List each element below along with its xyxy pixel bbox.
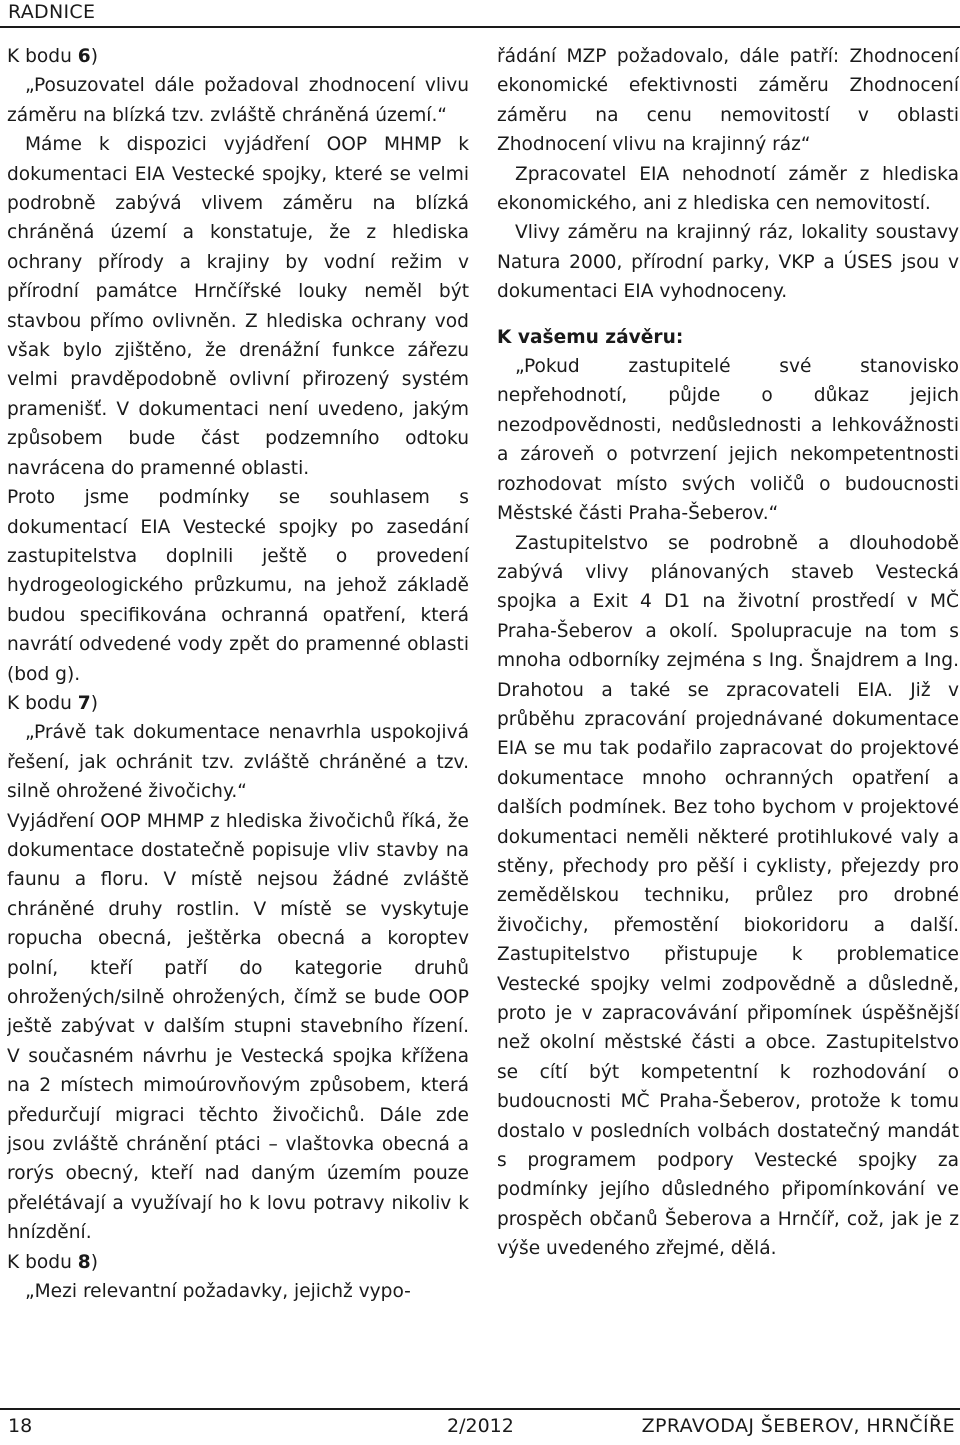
- point-8-heading: K bodu 8): [7, 1251, 98, 1273]
- page-number: 18: [8, 1415, 33, 1437]
- section-label: RADNICE: [8, 1, 96, 23]
- left-column: [7, 42, 469, 1382]
- point-7-heading: K bodu 7): [7, 692, 98, 714]
- conclusion-quote: „Pokud zastupitelé své stanovisko nepřehodnotí, půjde o důkaz jejich nezodpovědnosti, nedůslednosti a lehkovážnosti a zároveň o potvrzení jejich nekompetentnosti rozhodovat místo svých voličů o budoucnosti Městské části Praha-Šeberov.“: [497, 356, 959, 525]
- point-7-quote: „Právě tak dokumentace nenavrhla uspokojivá řešení, jak ochránit tzv. zvláště chráněné a tzv. silně ohrožené živočichy.“: [7, 722, 469, 803]
- publication-name: ZPRAVODAJ ŠEBEROV, HRNČÍŘE: [641, 1415, 955, 1437]
- point-7-response: Vyjádření OOP MHMP z hlediska živočichů říká, že dokumentace dostatečně popisuje vliv stavby na faunu a floru. V místě nejsou žádné zvláště chráněné druhy rostlin. V místě se vyskytuje ropucha obecná, ještěrka obecná a koroptev polní, kteří patří do kategorie druhů ohrožených/silně ohrožených, čímž se bude OOP ještě zabývat v dalším stupni stavebního řízení. V současném návrhu je Vestecká spojka křížena na 2 místech mimoúrovňovým způsobem, která předurčují migraci těchto živočichů. Dále zde jsou zvláště chránění ptáci – vlaštovka obecná a rorýs obecný, kteří nad daným územím pouze přelétávají a využívají ho k lovu potravy nikoliv k hnízdění.: [7, 810, 469, 1244]
- page-footer: [0, 1410, 960, 1445]
- point-6-response: Máme k dispozici vyjádření OOP MHMP k dokumentaci EIA Vestecké spojky, které se velmi podrobně zabývá vlivem záměru na blízká chráněná území a konstatuje, že z hlediska ochrany přírody a krajiny by vodní režim v přírodní památce Hrnčířské louky neměl být stavbou přímo ovlivněn. Z hlediska ochrany vod však bylo zjištěno, že drenážní funkce zářezu velmi pravděpodobně ovlivní přirozený systém pramenišť. V dokumentaci není uvedeno, jakým způsobem bude část podzemního odtoku navrácena do pramenné oblasti.: [7, 134, 469, 479]
- point-6-quote: „Posuzovatel dále požadoval zhodnocení vlivu záměru na blízká tzv. zvláště chráněná území.“: [7, 75, 469, 126]
- issue-number: 2/2012: [447, 1415, 514, 1437]
- point-8-quote: „Mezi relevantní požadavky, jejichž vypo-: [25, 1281, 411, 1303]
- point-6-heading: K bodu 6): [7, 46, 98, 67]
- point-6-conditions: Proto jsme podmínky se souhlasem s dokumentací EIA Vestecké spojky po zasedání zastupitelstva doplnili ještě o provedení hydrogeologického průzkumu, na jehož základě budou specifikována ochranná opatření, která navrátí odvedené vody zpět do pramenné oblasti (bod g).: [7, 487, 469, 685]
- point-8-response-economic: Zpracovatel EIA nehodnotí záměr z hlediska ekonomického, ani z hlediska cen nemovitostí.: [497, 163, 959, 215]
- right-column: [497, 42, 959, 1382]
- point-8-response-landscape: Vlivy záměru na krajinný ráz, lokality soustavy Natura 2000, přírodní parky, VKP a ÚSES jsou v dokumentaci EIA vyhodnoceny.: [497, 222, 959, 303]
- point-8-quote-continued: řádání MZP požadovalo, dále patří: Zhodnocení ekonomické efektivnosti záměru Zhodnocení záměru na cenu nemovitostí v oblasti Zhodnocení vlivu na krajinný ráz“: [497, 46, 959, 156]
- page-header: [0, 0, 960, 28]
- conclusion-response: Zastupitelstvo se podrobně a dlouhodobě zabývá vlivy plánovaných staveb Vestecká spojka a Exit 4 D1 na životní prostředí v MČ Praha-Šeberov a okolí. Spolupracuje na tom s mnoha odborníky zejména s Ing. Šnajdrem a Ing. Drahotou a také se zpracovateli EIA. Již v průběhu zpracování projednávané dokumentace EIA se mu tak podařilo zapracovat do projektové dokumentace mnoho ochranných opatření a dalších podmínek. Bez toho bychom v projektové dokumentaci neměli některé protihlukové valy a stěny, přechody pro pěší i cyklisty, přejezdy pro zemědělskou techniku, průlez pro drobné živočichy, přemostění biokoridoru a další. Zastupitelstvo přistupuje k problematice Vestecké spojky velmi zodpovědně a důsledně, proto je v zapracovávání připomínek úspěšnější než okolní městské části a obce. Zastupitelstvo se cítí být kompetentní k rozhodování o budoucnosti MČ Praha-Šeberov, protože k tomu dostalo v posledních volbách dostatečný mandát s programem podpory Vestecké spojky za podmínky jejího důsledného připomínkování ve prospěch občanů Šeberova a Hrnčíř, což, jak je z výše uvedeného zřejmé, dělá.: [497, 532, 959, 1260]
- conclusion-heading: K vašemu závěru:: [497, 326, 684, 348]
